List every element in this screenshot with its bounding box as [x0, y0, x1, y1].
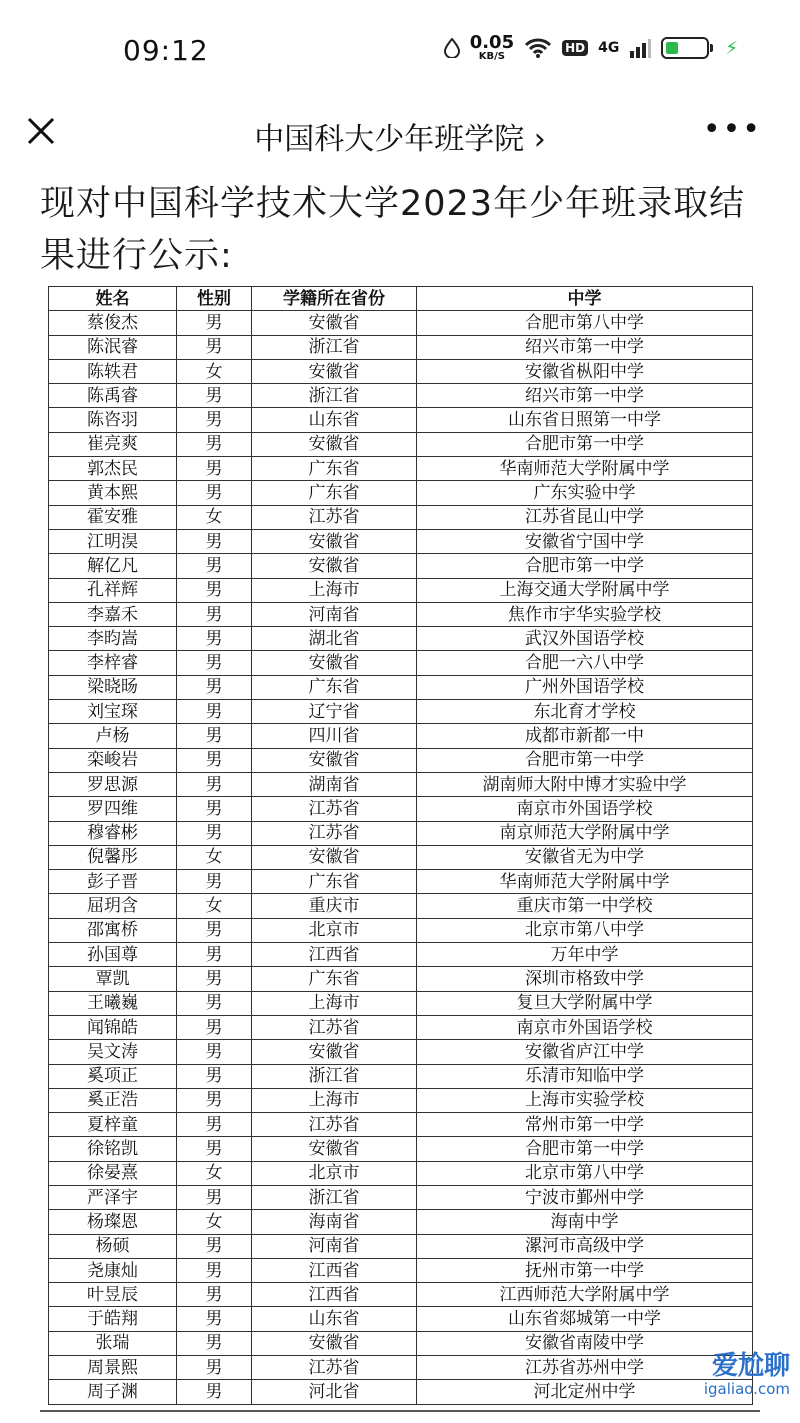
- cell-school: 安徽省南陵中学: [417, 1331, 753, 1355]
- table-row: [49, 1234, 753, 1258]
- table-row: [49, 457, 753, 481]
- cell-province: 四川省: [252, 724, 417, 748]
- cell-name: 覃凯: [49, 967, 177, 991]
- table-row: [49, 943, 753, 967]
- cell-gender: 男: [177, 384, 252, 408]
- table-row: [49, 772, 753, 796]
- cell-school: 焦作市宇华实验学校: [417, 602, 753, 626]
- cell-school: 复旦大学附属中学: [417, 991, 753, 1015]
- cell-province: 海南省: [252, 1210, 417, 1234]
- cell-gender: 男: [177, 529, 252, 553]
- cell-gender: 男: [177, 1258, 252, 1282]
- cell-school: 广州外国语学校: [417, 675, 753, 699]
- cell-name: 杨璨恩: [49, 1210, 177, 1234]
- cell-province: 浙江省: [252, 1064, 417, 1088]
- cell-gender: 男: [177, 821, 252, 845]
- cell-name: 黄本熙: [49, 481, 177, 505]
- network-speed: 0.05 KB/S: [469, 32, 515, 62]
- cell-province: 山东省: [252, 408, 417, 432]
- cell-name: 李梓睿: [49, 651, 177, 675]
- table-row: [49, 967, 753, 991]
- cell-name: 李嘉禾: [49, 602, 177, 626]
- header-name: 姓名: [49, 287, 177, 311]
- cell-name: 崔亮爽: [49, 432, 177, 456]
- cell-province: 广东省: [252, 481, 417, 505]
- cell-school: 北京市第八中学: [417, 1161, 753, 1185]
- cell-name: 刘宝琛: [49, 700, 177, 724]
- cell-school: 安徽省宁国中学: [417, 529, 753, 553]
- cell-school: 合肥一六八中学: [417, 651, 753, 675]
- cell-name: 陈禹睿: [49, 384, 177, 408]
- table-row: [49, 1161, 753, 1185]
- cell-province: 河南省: [252, 1234, 417, 1258]
- cell-name: 徐铭凯: [49, 1137, 177, 1161]
- table-row: [49, 1015, 753, 1039]
- cell-school: 江苏省苏州中学: [417, 1356, 753, 1380]
- cell-name: 穆睿彬: [49, 821, 177, 845]
- cell-school: 常州市第一中学: [417, 1113, 753, 1137]
- cell-name: 倪馨彤: [49, 845, 177, 869]
- table-row: [49, 408, 753, 432]
- table-row: [49, 845, 753, 869]
- cell-school: 南京师范大学附属中学: [417, 821, 753, 845]
- cell-name: 夏梓童: [49, 1113, 177, 1137]
- table-row: [49, 432, 753, 456]
- table-row: [49, 651, 753, 675]
- table-row: [49, 335, 753, 359]
- cell-gender: 男: [177, 724, 252, 748]
- cell-gender: 男: [177, 1234, 252, 1258]
- cell-gender: 女: [177, 1161, 252, 1185]
- cell-name: 奚正浩: [49, 1088, 177, 1112]
- cell-name: 吴文涛: [49, 1040, 177, 1064]
- cell-province: 安徽省: [252, 529, 417, 553]
- table-row: [49, 1210, 753, 1234]
- table-row: [49, 1283, 753, 1307]
- cell-name: 严泽宇: [49, 1185, 177, 1209]
- battery-icon: [661, 37, 709, 59]
- cell-gender: 男: [177, 408, 252, 432]
- cell-gender: 女: [177, 505, 252, 529]
- network-type: 4G: [598, 40, 620, 56]
- cell-name: 罗四维: [49, 797, 177, 821]
- cell-school: 合肥市第八中学: [417, 311, 753, 335]
- cell-gender: 男: [177, 870, 252, 894]
- cell-province: 辽宁省: [252, 700, 417, 724]
- account-name[interactable]: 中国科大少年班学院: [254, 122, 525, 157]
- cell-province: 北京市: [252, 1161, 417, 1185]
- cell-gender: 男: [177, 578, 252, 602]
- table-row: [49, 894, 753, 918]
- cell-gender: 男: [177, 1064, 252, 1088]
- table-row: [49, 481, 753, 505]
- intro-text: 现对中国科学技术大学2023年少年班录取结果进行公示:: [40, 184, 746, 276]
- cell-province: 江苏省: [252, 1113, 417, 1137]
- cell-province: 安徽省: [252, 748, 417, 772]
- cell-province: 江苏省: [252, 1015, 417, 1039]
- cell-gender: 男: [177, 943, 252, 967]
- cell-province: 湖南省: [252, 772, 417, 796]
- cell-province: 河北省: [252, 1380, 417, 1404]
- hd-badge: HD: [562, 40, 588, 56]
- cell-province: 安徽省: [252, 1137, 417, 1161]
- table-body: [49, 311, 753, 1404]
- cell-name: 周景熙: [49, 1356, 177, 1380]
- cell-gender: 男: [177, 457, 252, 481]
- table-row: [49, 1137, 753, 1161]
- divider: [40, 1410, 760, 1412]
- cell-gender: 男: [177, 1331, 252, 1355]
- cell-name: 彭子晋: [49, 870, 177, 894]
- cell-gender: 男: [177, 918, 252, 942]
- cell-name: 奚项正: [49, 1064, 177, 1088]
- cell-gender: 男: [177, 432, 252, 456]
- admission-table: [48, 286, 753, 1405]
- cell-school: 重庆市第一中学校: [417, 894, 753, 918]
- cell-school: 合肥市第一中学: [417, 432, 753, 456]
- cell-school: 合肥市第一中学: [417, 554, 753, 578]
- cell-province: 上海市: [252, 1088, 417, 1112]
- table-row: [49, 724, 753, 748]
- cell-name: 卢杨: [49, 724, 177, 748]
- table-row: [49, 918, 753, 942]
- cell-school: 山东省郯城第一中学: [417, 1307, 753, 1331]
- cell-gender: 男: [177, 481, 252, 505]
- cell-province: 山东省: [252, 1307, 417, 1331]
- cell-province: 广东省: [252, 967, 417, 991]
- cell-school: 乐清市知临中学: [417, 1064, 753, 1088]
- cell-gender: 男: [177, 554, 252, 578]
- nav-bar: [0, 100, 800, 164]
- header-gender: 性别: [177, 287, 252, 311]
- cell-gender: 男: [177, 967, 252, 991]
- cell-school: 南京市外国语学校: [417, 797, 753, 821]
- cell-province: 江苏省: [252, 505, 417, 529]
- cell-province: 北京市: [252, 918, 417, 942]
- cell-school: 华南师范大学附属中学: [417, 457, 753, 481]
- cell-province: 上海市: [252, 991, 417, 1015]
- table-row: [49, 602, 753, 626]
- cell-school: 绍兴市第一中学: [417, 335, 753, 359]
- cell-name: 解亿凡: [49, 554, 177, 578]
- cell-gender: 男: [177, 991, 252, 1015]
- cell-school: 深圳市格致中学: [417, 967, 753, 991]
- cell-province: 江西省: [252, 1258, 417, 1282]
- cell-name: 栾峻岩: [49, 748, 177, 772]
- cell-province: 安徽省: [252, 359, 417, 383]
- cell-gender: 男: [177, 1307, 252, 1331]
- cell-school: 抚州市第一中学: [417, 1258, 753, 1282]
- cell-gender: 男: [177, 675, 252, 699]
- header-province: 学籍所在省份: [252, 287, 417, 311]
- table-row: [49, 797, 753, 821]
- cell-name: 霍安雅: [49, 505, 177, 529]
- cell-gender: 男: [177, 1040, 252, 1064]
- table-row: [49, 870, 753, 894]
- cell-school: 华南师范大学附属中学: [417, 870, 753, 894]
- cell-name: 闻锦皓: [49, 1015, 177, 1039]
- page-title[interactable]: [0, 114, 800, 158]
- cell-school: 广东实验中学: [417, 481, 753, 505]
- signal-icon: [629, 37, 651, 59]
- table-row: [49, 1258, 753, 1282]
- watermark: [640, 1352, 790, 1404]
- cell-school: 北京市第八中学: [417, 918, 753, 942]
- cell-gender: 男: [177, 797, 252, 821]
- cell-gender: 男: [177, 602, 252, 626]
- cell-school: 湖南师大附中博才实验中学: [417, 772, 753, 796]
- battery-level: [666, 42, 677, 54]
- cell-name: 蔡俊杰: [49, 311, 177, 335]
- cell-school: 河北定州中学: [417, 1380, 753, 1404]
- cell-gender: 女: [177, 894, 252, 918]
- cell-gender: 女: [177, 1210, 252, 1234]
- table-row: [49, 1088, 753, 1112]
- cell-gender: 男: [177, 1137, 252, 1161]
- table-row: [49, 359, 753, 383]
- wifi-icon: [524, 37, 552, 59]
- header-school: 中学: [417, 287, 753, 311]
- cell-school: 安徽省庐江中学: [417, 1040, 753, 1064]
- cell-gender: 男: [177, 1113, 252, 1137]
- cell-province: 安徽省: [252, 651, 417, 675]
- cell-province: 江苏省: [252, 821, 417, 845]
- table-row: [49, 505, 753, 529]
- cell-name: 杨硕: [49, 1234, 177, 1258]
- more-icon[interactable]: •••: [702, 112, 762, 147]
- table-header-row: [49, 287, 753, 311]
- cell-school: 万年中学: [417, 943, 753, 967]
- cell-name: 陈轶君: [49, 359, 177, 383]
- table-row: [49, 1113, 753, 1137]
- cell-province: 安徽省: [252, 1331, 417, 1355]
- cell-gender: 男: [177, 748, 252, 772]
- cell-school: 绍兴市第一中学: [417, 384, 753, 408]
- cell-name: 徐晏熹: [49, 1161, 177, 1185]
- watermark-url: igaliao.com: [703, 1380, 790, 1398]
- watermark-brand: 爱尬聊: [711, 1351, 790, 1381]
- cell-gender: 男: [177, 772, 252, 796]
- table-row: [49, 821, 753, 845]
- chevron-right-icon: ›: [533, 122, 546, 157]
- data-saver-icon: [444, 38, 460, 58]
- cell-name: 孙国尊: [49, 943, 177, 967]
- cell-name: 叶昱辰: [49, 1283, 177, 1307]
- cell-gender: 男: [177, 1015, 252, 1039]
- cell-province: 广东省: [252, 675, 417, 699]
- cell-province: 浙江省: [252, 335, 417, 359]
- status-bar: [0, 0, 800, 100]
- cell-school: 漯河市高级中学: [417, 1234, 753, 1258]
- status-time: 09:12: [123, 34, 209, 67]
- status-icons: [444, 34, 738, 62]
- cell-school: 上海交通大学附属中学: [417, 578, 753, 602]
- cell-school: 武汉外国语学校: [417, 627, 753, 651]
- cell-province: 浙江省: [252, 384, 417, 408]
- table-row: [49, 627, 753, 651]
- cell-gender: 男: [177, 1356, 252, 1380]
- cell-name: 孔祥辉: [49, 578, 177, 602]
- table-row: [49, 554, 753, 578]
- cell-province: 湖北省: [252, 627, 417, 651]
- cell-province: 江西省: [252, 943, 417, 967]
- cell-province: 安徽省: [252, 554, 417, 578]
- table-row: [49, 1307, 753, 1331]
- table-row: [49, 1064, 753, 1088]
- cell-name: 陈泯睿: [49, 335, 177, 359]
- cell-province: 江西省: [252, 1283, 417, 1307]
- cell-school: 合肥市第一中学: [417, 1137, 753, 1161]
- table-row: [49, 1040, 753, 1064]
- table-row: [49, 578, 753, 602]
- cell-school: 上海市实验学校: [417, 1088, 753, 1112]
- cell-province: 江苏省: [252, 1356, 417, 1380]
- cell-school: 南京市外国语学校: [417, 1015, 753, 1039]
- cell-province: 上海市: [252, 578, 417, 602]
- cell-province: 浙江省: [252, 1185, 417, 1209]
- cell-name: 罗思源: [49, 772, 177, 796]
- cell-gender: 男: [177, 627, 252, 651]
- cell-school: 山东省日照第一中学: [417, 408, 753, 432]
- cell-school: 海南中学: [417, 1210, 753, 1234]
- cell-school: 成都市新都一中: [417, 724, 753, 748]
- cell-gender: 男: [177, 1380, 252, 1404]
- table-row: [49, 991, 753, 1015]
- cell-province: 安徽省: [252, 311, 417, 335]
- cell-school: 合肥市第一中学: [417, 748, 753, 772]
- cell-name: 梁晓旸: [49, 675, 177, 699]
- charging-icon: ⚡: [725, 37, 738, 59]
- table-row: [49, 675, 753, 699]
- cell-gender: 男: [177, 1283, 252, 1307]
- cell-province: 江苏省: [252, 797, 417, 821]
- cell-name: 江明淏: [49, 529, 177, 553]
- cell-name: 屈玥含: [49, 894, 177, 918]
- cell-name: 王曦巍: [49, 991, 177, 1015]
- cell-school: 安徽省枞阳中学: [417, 359, 753, 383]
- cell-name: 张瑞: [49, 1331, 177, 1355]
- cell-name: 陈咨羽: [49, 408, 177, 432]
- table-row: [49, 1185, 753, 1209]
- cell-name: 邵寓桥: [49, 918, 177, 942]
- cell-school: 江西师范大学附属中学: [417, 1283, 753, 1307]
- cell-province: 安徽省: [252, 845, 417, 869]
- cell-province: 广东省: [252, 457, 417, 481]
- table-row: [49, 748, 753, 772]
- cell-gender: 男: [177, 1088, 252, 1112]
- table-row: [49, 700, 753, 724]
- cell-name: 尧康灿: [49, 1258, 177, 1282]
- cell-gender: 男: [177, 311, 252, 335]
- cell-school: 安徽省无为中学: [417, 845, 753, 869]
- cell-name: 郭杰民: [49, 457, 177, 481]
- cell-gender: 男: [177, 335, 252, 359]
- cell-gender: 男: [177, 700, 252, 724]
- cell-gender: 女: [177, 359, 252, 383]
- table-row: [49, 311, 753, 335]
- cell-school: 东北育才学校: [417, 700, 753, 724]
- cell-province: 重庆市: [252, 894, 417, 918]
- cell-province: 河南省: [252, 602, 417, 626]
- cell-province: 安徽省: [252, 432, 417, 456]
- cell-gender: 男: [177, 1185, 252, 1209]
- cell-school: 宁波市鄞州中学: [417, 1185, 753, 1209]
- cell-province: 安徽省: [252, 1040, 417, 1064]
- cell-name: 于皓翔: [49, 1307, 177, 1331]
- cell-school: 江苏省昆山中学: [417, 505, 753, 529]
- cell-name: 周子渊: [49, 1380, 177, 1404]
- table-row: [49, 529, 753, 553]
- cell-gender: 女: [177, 845, 252, 869]
- cell-name: 李昀嵩: [49, 627, 177, 651]
- cell-province: 广东省: [252, 870, 417, 894]
- table-row: [49, 384, 753, 408]
- cell-gender: 男: [177, 651, 252, 675]
